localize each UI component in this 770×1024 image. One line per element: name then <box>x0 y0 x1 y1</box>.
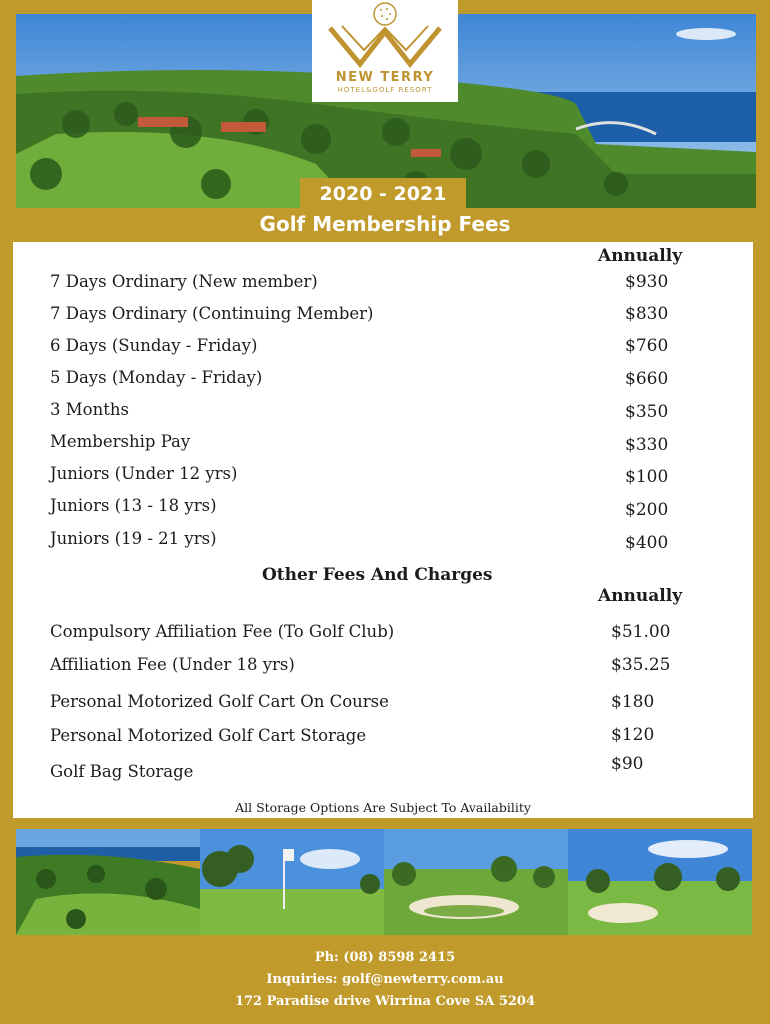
fee-row-name: 5 Days (Monday - Friday) <box>50 368 263 387</box>
year-badge: 2020 - 2021 <box>300 178 466 210</box>
other-fees-column-label: Annually <box>598 586 683 606</box>
fee-row-name: Compulsory Affiliation Fee (To Golf Club) <box>50 622 395 641</box>
fee-row-price: $930 <box>625 272 669 292</box>
fee-row-name: 7 Days Ordinary (New member) <box>50 272 318 291</box>
fee-row-name: Juniors (19 - 21 yrs) <box>50 529 217 548</box>
fee-row-price: $200 <box>625 500 669 520</box>
fee-row-price: $51.00 <box>611 622 671 642</box>
fee-row-name: 3 Months <box>50 400 129 419</box>
footer-address: 172 Paradise drive Wirrina Cove SA 5204 <box>234 994 536 1009</box>
fee-row-price: $90 <box>611 754 644 774</box>
fee-row-price: $330 <box>625 435 669 455</box>
availability-note: All Storage Options Are Subject To Availability <box>235 800 531 815</box>
fee-row-name: Personal Motorized Golf Cart Storage <box>50 726 367 745</box>
fee-row-price: $120 <box>611 725 655 745</box>
brand-subtitle: HOTEL&GOLF RESORT <box>337 86 433 94</box>
fee-row-name: Juniors (13 - 18 yrs) <box>50 496 217 515</box>
fee-row-price: $180 <box>611 692 655 712</box>
fee-row-name: Golf Bag Storage <box>50 762 194 781</box>
fee-row-price: $830 <box>625 304 669 324</box>
fee-row-name: 7 Days Ordinary (Continuing Member) <box>50 304 374 323</box>
fee-row-name: Membership Pay <box>50 432 191 451</box>
course-photo <box>16 829 200 935</box>
fee-row-price: $400 <box>625 533 669 553</box>
fee-row-name: 6 Days (Sunday - Friday) <box>50 336 258 355</box>
fee-row-name: Personal Motorized Golf Cart On Course <box>50 692 389 711</box>
resort-logo <box>312 0 458 102</box>
course-photo <box>568 829 752 935</box>
brand-name: NEW TERRY <box>335 70 435 85</box>
fee-row-name: Juniors (Under 12 yrs) <box>50 464 238 483</box>
fee-row-price: $35.25 <box>611 655 671 675</box>
footer-inquiries: Inquiries: golf@newterry.com.au <box>266 972 504 987</box>
course-photo <box>384 829 568 935</box>
page-title: Golf Membership Fees <box>259 212 511 236</box>
fee-row-name: Affiliation Fee (Under 18 yrs) <box>50 655 295 674</box>
other-fees-heading: Other Fees And Charges <box>262 565 493 585</box>
footer-phone: Ph: (08) 8598 2415 <box>314 950 456 965</box>
course-photo <box>200 829 384 935</box>
membership-column-label: Annually <box>598 246 683 266</box>
fee-row-price: $350 <box>625 402 669 422</box>
photo-strip <box>16 829 752 935</box>
fee-row-price: $660 <box>625 369 669 389</box>
fee-row-price: $760 <box>625 336 669 356</box>
fee-row-price: $100 <box>625 467 669 487</box>
fees-card <box>13 242 753 818</box>
